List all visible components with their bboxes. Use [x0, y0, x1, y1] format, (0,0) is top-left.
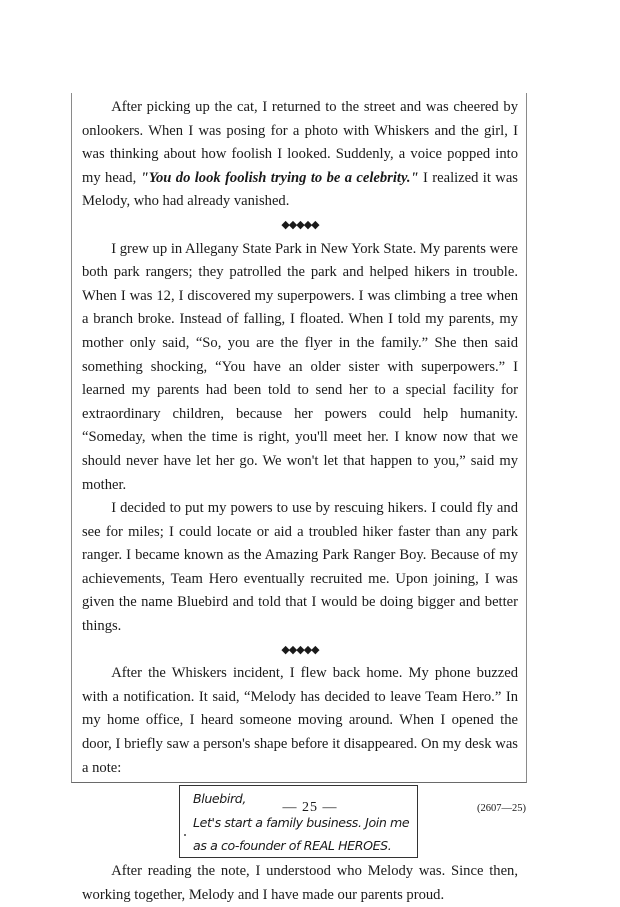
handwritten-note-box — [179, 785, 418, 858]
paragraph-childhood: I grew up in Allegany State Park in New York State. My parents were both park rangers; they patrolled the park and helped hikers in trouble. When I was 12, I discovered my superpowers. I was climbing a tree when a branch broke. Instead of falling, I floated. When I told my parents, my mother only said, “So, you are the flyer in the family.” She then said something shocking, “You have an older sister with superpowers.” I learned my parents had been told to send her to a special facility for extraordinary children, because her powers could help humanity. “Someday, when the time is right, you'll meet her. I know now that we should never have let her go. We won't let that happen to you,” said my mother. — [82, 240, 518, 493]
note-container — [82, 780, 518, 860]
paragraph-closing: After reading the note, I understood who Melody was. Since then, working together, Melody and I have made our parents proud. — [82, 863, 518, 903]
paragraph-whiskers-aftermath: After the Whiskers incident, I flew back home. My phone buzzed with a notification. It said, “Melody has decided to leave Team Hero.” In my home office, I heard someone moving around. When I opened the door, I briefly saw a person's shape before it disappeared. On my desk was a note: — [82, 665, 518, 776]
paragraph-text: After picking up the cat, I returned to the street and was cheered by onlookers. When I was posing for a photo with Whiskers and the girl, I was thinking about how foolish I looked. Suddenly, a voice popped into my head, — [82, 99, 518, 186]
section-separator-diamonds: ◆◆◆◆◆ — [281, 218, 319, 231]
scan-speck — [184, 834, 186, 836]
page-number: — 25 — — [282, 800, 338, 815]
section-separator-diamonds: ◆◆◆◆◆ — [281, 643, 319, 656]
melody-quote: "You do look foolish trying to be a celebrity." — [140, 169, 419, 186]
paragraph-text: I realized it was Melody, who had already vanished. — [82, 169, 518, 210]
document-code: (2607—25) — [477, 803, 526, 814]
note-line-real-heroes: as a co-founder of REAL HEROES. — [193, 838, 392, 854]
paragraph-cat-rescue — [82, 96, 518, 214]
note-line-invitation: Let's start a family business. Join me — [193, 814, 410, 830]
paragraph-park-ranger-boy: I decided to put my powers to use by rescuing hikers. I could fly and see for miles; I could locate or aid a troubled hiker faster than any park ranger. I became known as the Amazing Park Ranger Boy. Because of my achievements, Team Hero eventually recruited me. Upon joining, I was given the name Bluebird and told that I would be doing bigger and better things. — [82, 500, 518, 635]
document-body — [82, 96, 518, 907]
note-line-greeting: Bluebird, — [193, 791, 246, 807]
